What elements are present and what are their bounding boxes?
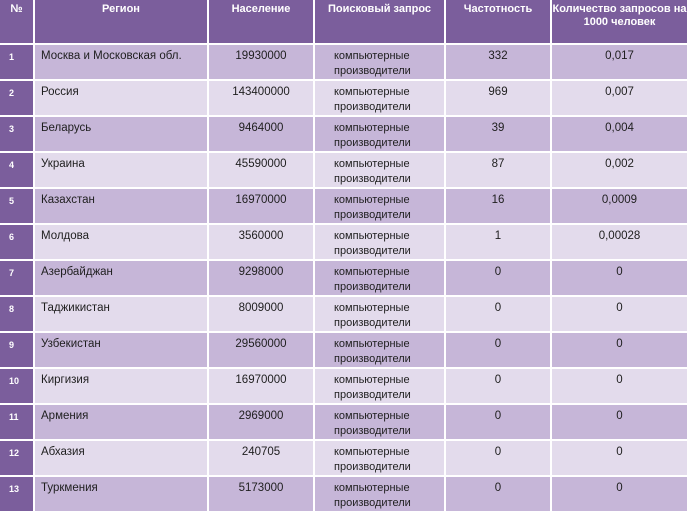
frequency-cell: 1 [445,224,551,260]
frequency-cell: 0 [445,440,551,476]
row-number: 3 [0,116,34,152]
header-population: Население [208,0,314,44]
table-row [0,260,688,296]
frequency-cell: 0 [445,260,551,296]
row-number: 6 [0,224,34,260]
row-number: 10 [0,368,34,404]
population-cell: 143400000 [208,80,314,116]
table-row [0,224,688,260]
table-row [0,368,688,404]
row-number: 8 [0,296,34,332]
population-cell: 45590000 [208,152,314,188]
header-region: Регион [34,0,208,44]
row-number: 13 [0,476,34,512]
row-number: 4 [0,152,34,188]
frequency-cell: 0 [445,476,551,512]
table-body [0,44,688,512]
rate-cell: 0 [551,476,688,512]
row-number: 11 [0,404,34,440]
frequency-cell: 332 [445,44,551,80]
region-cell: Таджикистан [34,296,208,332]
rate-cell: 0,00028 [551,224,688,260]
population-cell: 240705 [208,440,314,476]
header-rate: Количество запросов на 1000 человек [551,0,688,44]
frequency-cell: 0 [445,296,551,332]
table-row [0,80,688,116]
rate-cell: 0 [551,332,688,368]
query-cell: компьютерные производители [314,152,445,188]
population-cell: 29560000 [208,332,314,368]
row-number: 12 [0,440,34,476]
query-cell: компьютерные производители [314,296,445,332]
frequency-cell: 16 [445,188,551,224]
rate-cell: 0,004 [551,116,688,152]
population-cell: 2969000 [208,404,314,440]
query-cell: компьютерные производители [314,260,445,296]
region-cell: Беларусь [34,116,208,152]
header-num: № [0,0,34,44]
table-row [0,44,688,80]
rate-cell: 0,017 [551,44,688,80]
region-cell: Армения [34,404,208,440]
row-number: 7 [0,260,34,296]
query-cell: компьютерные производители [314,368,445,404]
header-frequency: Частотность [445,0,551,44]
population-cell: 9298000 [208,260,314,296]
region-cell: Молдова [34,224,208,260]
table-row [0,440,688,476]
population-cell: 8009000 [208,296,314,332]
query-cell: компьютерные производители [314,188,445,224]
rate-cell: 0 [551,260,688,296]
table-row [0,188,688,224]
population-cell: 9464000 [208,116,314,152]
region-cell: Украина [34,152,208,188]
population-cell: 5173000 [208,476,314,512]
table-row [0,116,688,152]
population-cell: 3560000 [208,224,314,260]
query-cell: компьютерные производители [314,476,445,512]
frequency-cell: 39 [445,116,551,152]
region-cell: Киргизия [34,368,208,404]
rate-cell: 0 [551,368,688,404]
table-row [0,476,688,512]
row-number: 5 [0,188,34,224]
rate-cell: 0,0009 [551,188,688,224]
table-row [0,296,688,332]
table-row [0,404,688,440]
query-cell: компьютерные производители [314,80,445,116]
frequency-cell: 87 [445,152,551,188]
region-cell: Узбекистан [34,332,208,368]
region-cell: Абхазия [34,440,208,476]
region-cell: Москва и Московская обл. [34,44,208,80]
rate-cell: 0,002 [551,152,688,188]
population-cell: 16970000 [208,188,314,224]
rate-cell: 0 [551,404,688,440]
frequency-cell: 0 [445,332,551,368]
region-cell: Казахстан [34,188,208,224]
query-cell: компьютерные производители [314,44,445,80]
query-cell: компьютерные производители [314,440,445,476]
rate-cell: 0 [551,296,688,332]
query-cell: компьютерные производители [314,404,445,440]
table-row [0,152,688,188]
frequency-cell: 0 [445,368,551,404]
header-row [0,0,688,44]
region-cell: Россия [34,80,208,116]
frequency-cell: 969 [445,80,551,116]
row-number: 9 [0,332,34,368]
row-number: 1 [0,44,34,80]
rate-cell: 0,007 [551,80,688,116]
frequency-cell: 0 [445,404,551,440]
population-cell: 16970000 [208,368,314,404]
query-cell: компьютерные производители [314,224,445,260]
query-cell: компьютерные производители [314,332,445,368]
header-query: Поисковый запрос [314,0,445,44]
population-cell: 19930000 [208,44,314,80]
query-cell: компьютерные производители [314,116,445,152]
rate-cell: 0 [551,440,688,476]
table-row [0,332,688,368]
region-cell: Азербайджан [34,260,208,296]
region-cell: Туркмения [34,476,208,512]
row-number: 2 [0,80,34,116]
